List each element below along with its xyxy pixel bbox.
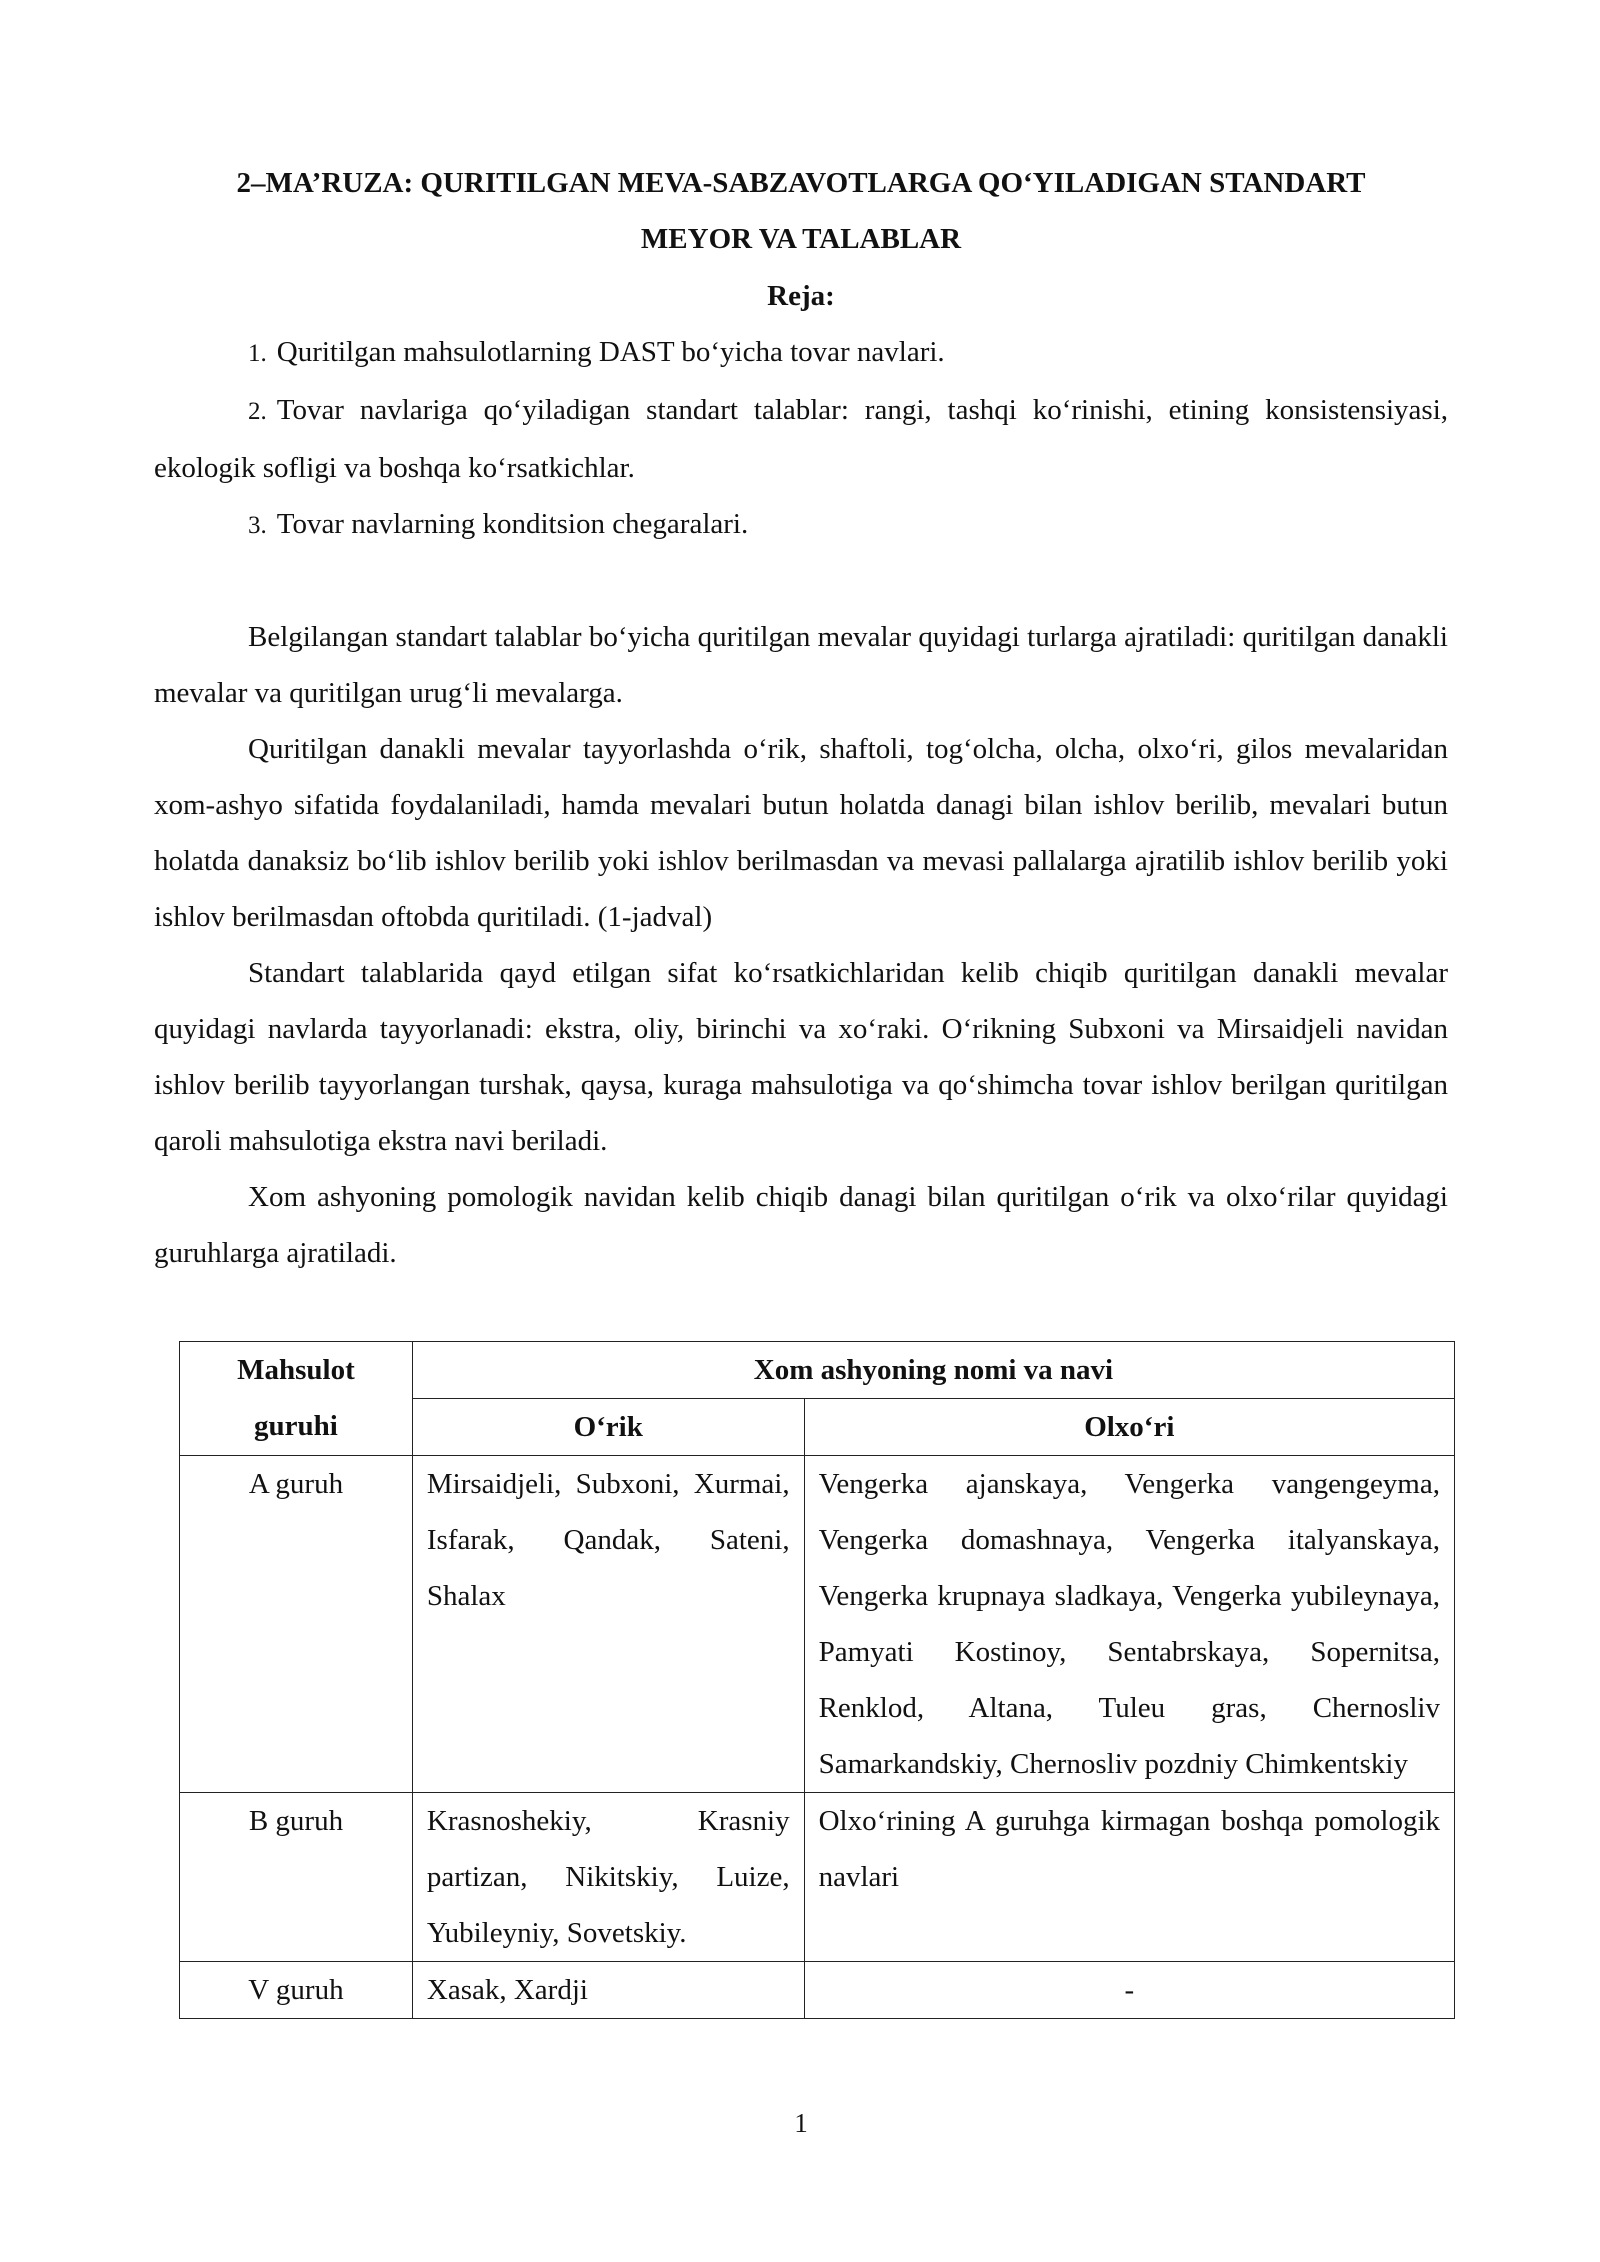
header-apricot: O‘rik: [412, 1399, 804, 1456]
plan-item-text: Tovar navlariga qo‘yiladigan standart talablar: rangi, tashqi ko‘rinishi, etining konsistensiyasi, ekologik sofligi va boshqa ko‘rsatkichlar.: [154, 394, 1448, 484]
header-raw-material: Xom ashyoning nomi va navi: [412, 1342, 1454, 1399]
cell-apricot: Krasnoshekiy, Krasniy partizan, Nikitskiy, Luize, Yubileyniy, Sovetskiy.: [412, 1793, 804, 1962]
plan-list: [154, 324, 1448, 554]
table-header-row: [180, 1342, 1455, 1399]
plan-item-number: 2.: [248, 398, 267, 425]
plan-item-number: 1.: [248, 340, 267, 367]
header-plum: Olxo‘ri: [804, 1399, 1454, 1456]
title-line-1: 2–MA’RUZA: QURITILGAN MEVA-SABZAVOTLARGA QO‘YILADIGAN STANDART: [236, 167, 1366, 199]
header-product-group: Mahsulot guruhi: [180, 1342, 413, 1456]
body-text: [154, 609, 1448, 1281]
plan-item: [154, 324, 1448, 382]
cell-group: B guruh: [180, 1793, 413, 1962]
paragraph: Standart talablarida qayd etilgan sifat ko‘rsatkichlaridan kelib chiqib quritilgan danakli mevalar quyidagi navlarda tayyorlanadi: ekstra, oliy, birinchi va xo‘raki. O‘rikning Subxoni va Mirsaidjeli navidan ishlov berilib tayyorlangan turshak, qaysa, kuraga mahsulotiga va qo‘shimcha tovar ishlov berilgan quritilgan qaroli mahsulotiga ekstra navi beriladi.: [154, 957, 1448, 1157]
page-number: 1: [794, 2108, 808, 2138]
cell-plum: Olxo‘rining A guruhga kirmagan boshqa pomologik navlari: [804, 1793, 1454, 1962]
paragraph: Xom ashyoning pomologik navidan kelib chiqib danagi bilan quritilgan o‘rik va olxo‘rilar quyidagi guruhlarga ajratiladi.: [154, 1181, 1448, 1269]
cell-plum: -: [804, 1962, 1454, 2019]
paragraph: Quritilgan danakli mevalar tayyorlashda o‘rik, shaftoli, tog‘olcha, olcha, olxo‘ri, gilos mevalaridan xom-ashyo sifatida foydalaniladi, hamda mevalari butun holatda danagi bilan ishlov berilib, mevalari butun holatda danaksiz bo‘lib ishlov berilib yoki ishlov berilmasdan va mevasi pallalarga ajratilib ishlov berilib yoki ishlov berilmasdan oftobda quritiladi. (1-jadval): [154, 733, 1448, 933]
title-line-2: MEYOR VA TALABLAR: [640, 223, 962, 255]
table-row: [180, 1793, 1455, 1962]
paragraph: Belgilangan standart talablar bo‘yicha quritilgan mevalar quyidagi turlarga ajratiladi: quritilgan danakli mevalar va quritilgan urug‘li mevalarga.: [154, 621, 1448, 709]
table-row: [180, 1456, 1455, 1793]
plan-item: [154, 382, 1448, 496]
plan-item-number: 3.: [248, 512, 267, 539]
plan-item-text: Quritilgan mahsulotlarning DAST bo‘yicha tovar navlari.: [276, 336, 945, 368]
lecture-title: [154, 155, 1448, 267]
cell-group: V guruh: [180, 1962, 413, 2019]
table-row: [180, 1962, 1455, 2019]
cell-group: A guruh: [180, 1456, 413, 1793]
plan-heading: Reja:: [767, 280, 835, 312]
cell-apricot: Mirsaidjeli, Subxoni, Xurmai, Isfarak, Qandak, Sateni, Shalax: [412, 1456, 804, 1793]
cell-apricot: Xasak, Xardji: [412, 1962, 804, 2019]
cell-plum: Vengerka ajanskaya, Vengerka vangengeyma, Vengerka domashnaya, Vengerka italyanskaya, Vengerka krupnaya sladkaya, Vengerka yubileynaya, Pamyati Kostinoy, Sentabrskaya, Sopernitsa, Renklod, Altana, Tuleu gras, Chernosliv Samarkandskiy, Chernosliv pozdniy Chimkentskiy: [804, 1456, 1454, 1793]
product-groups-table: [179, 1341, 1455, 2019]
plan-item: [154, 496, 1448, 554]
plan-item-text: Tovar navlarning konditsion chegaralari.: [276, 508, 749, 540]
